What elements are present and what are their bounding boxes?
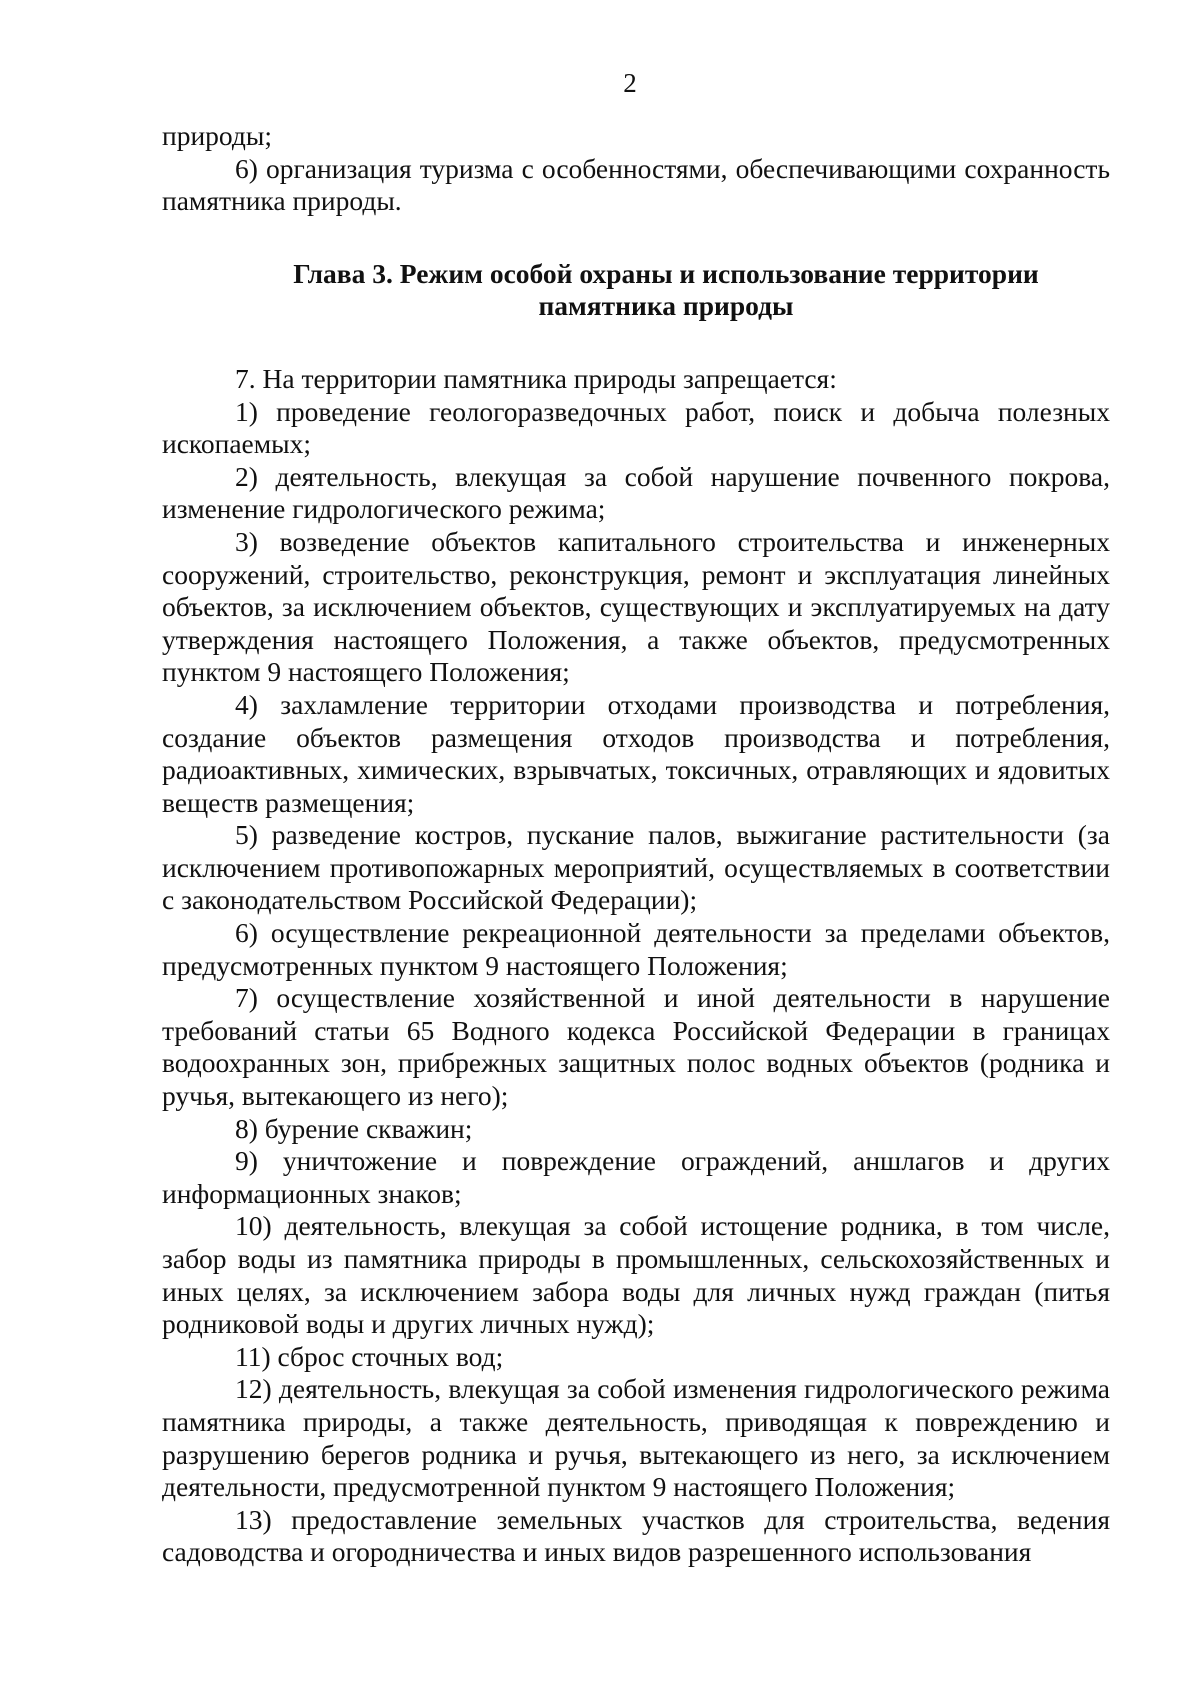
list-item: 7) осуществление хозяйственной и иной деятельности в нарушение требований статьи 65 Водного кодекса Российской Федерации в границах водоохранных зон, прибрежных защитных полос водных объектов (родника и ручья, вытекающего из него);	[162, 982, 1110, 1112]
section-7-heading: 7. На территории памятника природы запрещается:	[235, 362, 837, 394]
chapter-title-line-1: Глава 3. Режим особой охраны и использование территории	[293, 257, 1039, 289]
list-item: 2) деятельность, влекущая за собой нарушение почвенного покрова, изменение гидрологического режима;	[162, 460, 1110, 525]
page-number: 2	[623, 68, 637, 98]
list-item: 6) осуществление рекреационной деятельности за пределами объектов, предусмотренных пунктом 9 настоящего Положения;	[162, 917, 1110, 981]
list-item: 1) проведение геологоразведочных работ, поиск и добыча полезных ископаемых;	[162, 395, 1110, 460]
list-item: 12) деятельность, влекущая за собой изменения гидрологического режима памятника природы, а также деятельность, приводящая к повреждению и разрушению берегов родника и ручья, вытекающего из него, за исключением деятельности, предусмотренной пунктом 9 настоящего Положения;	[162, 1373, 1110, 1503]
paragraph-item-6: 6) организация туризма с особенностями, обеспечивающими сохранность памятника природы.	[162, 152, 1110, 217]
chapter-title-line-2: памятника природы	[538, 290, 794, 322]
list-item: 13) предоставление земельных участков для строительства, ведения садоводства и огородничества и иных видов разрешенного использования	[162, 1503, 1110, 1568]
paragraph-continuation: природы;	[162, 120, 272, 151]
chapter-title	[162, 258, 1110, 323]
list-item: 8) бурение скважин;	[235, 1112, 473, 1144]
list-item: 10) деятельность, влекущая за собой истощение родника, в том числе, забор воды из памятника природы в промышленных, сельскохозяйственных и иных целях, за исключением забора воды для личных нужд граждан (питья родниковой воды и других личных нужд);	[162, 1210, 1110, 1340]
list-item: 4) захламление территории отходами производства и потребления, создание объектов размещения отходов производства и потребления, радиоактивных, химических, взрывчатых, токсичных, отравляющих и ядовитых веществ размещения;	[162, 688, 1110, 818]
document-body	[162, 120, 1110, 1569]
list-item: 9) уничтожение и повреждение ограждений, аншлагов и других информационных знаков;	[162, 1145, 1110, 1209]
list-item: 11) сброс сточных вод;	[235, 1340, 504, 1372]
list-item: 5) разведение костров, пускание палов, выжигание растительности (за исключением противопожарных мероприятий, осуществляемых в соответствии с законодательством Российской Федерации);	[162, 819, 1110, 916]
list-item: 3) возведение объектов капитального строительства и инженерных сооружений, строительство, реконструкция, ремонт и эксплуатация линейных объектов, за исключением объектов, существующих и эксплуатируемых на дату утверждения настоящего Положения, а также объектов, предусмотренных пунктом 9 настоящего Положения;	[162, 525, 1110, 688]
